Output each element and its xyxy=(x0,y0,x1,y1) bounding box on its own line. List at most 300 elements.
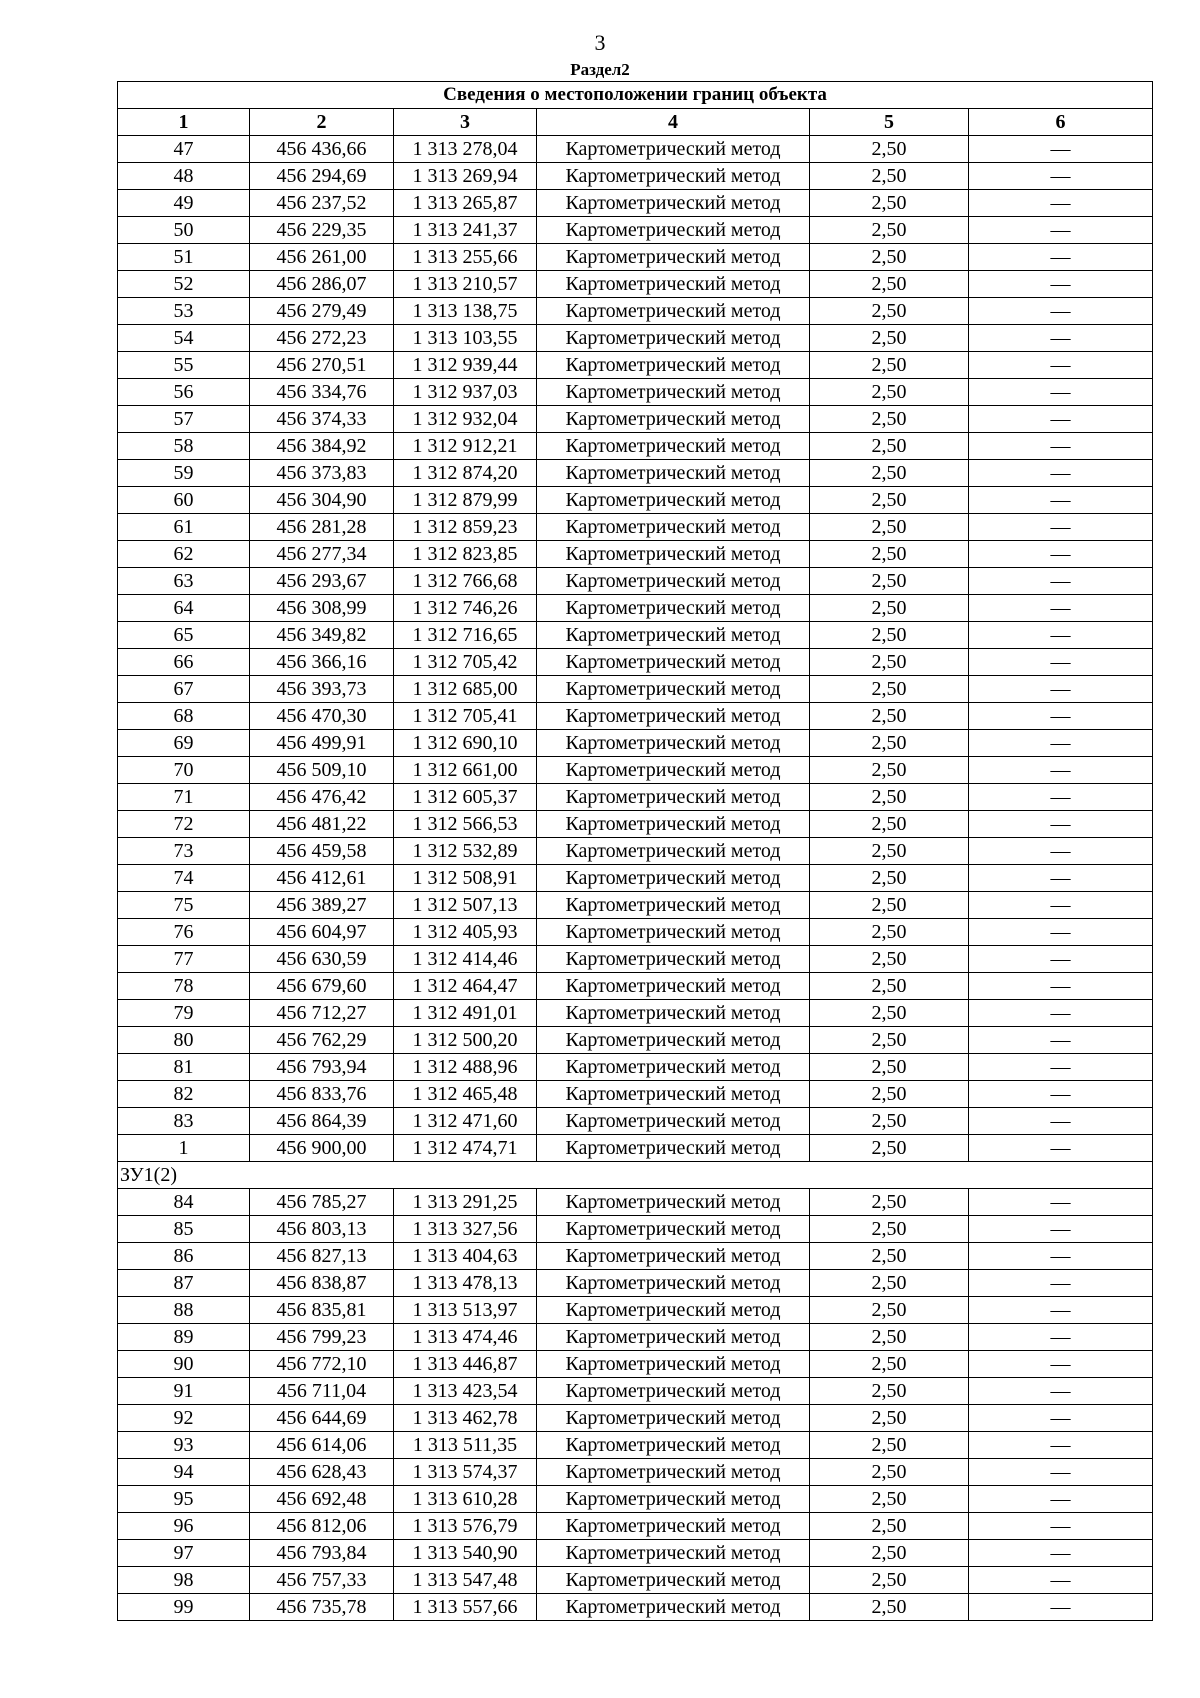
method-cell: Картометрический метод xyxy=(537,1216,810,1243)
x-coordinate-cell: 456 304,90 xyxy=(250,487,394,514)
description-cell: — xyxy=(969,1000,1153,1027)
accuracy-cell: 2,50 xyxy=(810,1540,969,1567)
x-coordinate-cell: 456 349,82 xyxy=(250,622,394,649)
point-number-cell: 55 xyxy=(118,352,250,379)
description-cell: — xyxy=(969,1189,1153,1216)
column-number: 5 xyxy=(810,109,969,136)
method-cell: Картометрический метод xyxy=(537,1108,810,1135)
point-number-cell: 50 xyxy=(118,217,250,244)
method-cell: Картометрический метод xyxy=(537,271,810,298)
x-coordinate-cell: 456 499,91 xyxy=(250,730,394,757)
table-row xyxy=(118,1054,1153,1081)
table-row xyxy=(118,676,1153,703)
description-cell: — xyxy=(969,1081,1153,1108)
description-cell: — xyxy=(969,892,1153,919)
accuracy-cell: 2,50 xyxy=(810,568,969,595)
y-coordinate-cell: 1 312 912,21 xyxy=(394,433,537,460)
y-coordinate-cell: 1 312 474,71 xyxy=(394,1135,537,1162)
method-cell: Картометрический метод xyxy=(537,406,810,433)
description-cell: — xyxy=(969,190,1153,217)
accuracy-cell: 2,50 xyxy=(810,1432,969,1459)
table-body xyxy=(118,82,1153,1621)
description-cell: — xyxy=(969,838,1153,865)
method-cell: Картометрический метод xyxy=(537,1135,810,1162)
method-cell: Картометрический метод xyxy=(537,1594,810,1621)
point-number-cell: 87 xyxy=(118,1270,250,1297)
accuracy-cell: 2,50 xyxy=(810,1027,969,1054)
x-coordinate-cell: 456 762,29 xyxy=(250,1027,394,1054)
x-coordinate-cell: 456 692,48 xyxy=(250,1486,394,1513)
y-coordinate-cell: 1 312 705,42 xyxy=(394,649,537,676)
description-cell: — xyxy=(969,217,1153,244)
description-cell: — xyxy=(969,649,1153,676)
table-row xyxy=(118,622,1153,649)
method-cell: Картометрический метод xyxy=(537,595,810,622)
method-cell: Картометрический метод xyxy=(537,1270,810,1297)
method-cell: Картометрический метод xyxy=(537,1486,810,1513)
table-row xyxy=(118,514,1153,541)
point-number-cell: 70 xyxy=(118,757,250,784)
table-row xyxy=(118,1108,1153,1135)
accuracy-cell: 2,50 xyxy=(810,1513,969,1540)
table-row xyxy=(118,1540,1153,1567)
x-coordinate-cell: 456 711,04 xyxy=(250,1378,394,1405)
x-coordinate-cell: 456 604,97 xyxy=(250,919,394,946)
x-coordinate-cell: 456 509,10 xyxy=(250,757,394,784)
y-coordinate-cell: 1 312 939,44 xyxy=(394,352,537,379)
y-coordinate-cell: 1 313 610,28 xyxy=(394,1486,537,1513)
description-cell: — xyxy=(969,1297,1153,1324)
y-coordinate-cell: 1 313 103,55 xyxy=(394,325,537,352)
accuracy-cell: 2,50 xyxy=(810,1324,969,1351)
x-coordinate-cell: 456 459,58 xyxy=(250,838,394,865)
accuracy-cell: 2,50 xyxy=(810,676,969,703)
accuracy-cell: 2,50 xyxy=(810,460,969,487)
y-coordinate-cell: 1 313 241,37 xyxy=(394,217,537,244)
table-row xyxy=(118,1000,1153,1027)
table-row xyxy=(118,190,1153,217)
y-coordinate-cell: 1 313 513,97 xyxy=(394,1297,537,1324)
table-row xyxy=(118,1513,1153,1540)
column-number: 1 xyxy=(118,109,250,136)
description-cell: — xyxy=(969,1054,1153,1081)
method-cell: Картометрический метод xyxy=(537,919,810,946)
column-number: 4 xyxy=(537,109,810,136)
accuracy-cell: 2,50 xyxy=(810,541,969,568)
table-row xyxy=(118,1324,1153,1351)
method-cell: Картометрический метод xyxy=(537,892,810,919)
y-coordinate-cell: 1 313 576,79 xyxy=(394,1513,537,1540)
description-cell: — xyxy=(969,1135,1153,1162)
method-cell: Картометрический метод xyxy=(537,1189,810,1216)
description-cell: — xyxy=(969,379,1153,406)
point-number-cell: 77 xyxy=(118,946,250,973)
description-cell: — xyxy=(969,1594,1153,1621)
description-cell: — xyxy=(969,946,1153,973)
y-coordinate-cell: 1 313 269,94 xyxy=(394,163,537,190)
y-coordinate-cell: 1 312 716,65 xyxy=(394,622,537,649)
accuracy-cell: 2,50 xyxy=(810,946,969,973)
y-coordinate-cell: 1 312 414,46 xyxy=(394,946,537,973)
method-cell: Картометрический метод xyxy=(537,1459,810,1486)
point-number-cell: 93 xyxy=(118,1432,250,1459)
table-row xyxy=(118,595,1153,622)
method-cell: Картометрический метод xyxy=(537,514,810,541)
table-row xyxy=(118,1351,1153,1378)
x-coordinate-cell: 456 229,35 xyxy=(250,217,394,244)
x-coordinate-cell: 456 812,06 xyxy=(250,1513,394,1540)
page-number: 3 xyxy=(594,30,606,55)
method-cell: Картометрический метод xyxy=(537,433,810,460)
y-coordinate-cell: 1 312 488,96 xyxy=(394,1054,537,1081)
accuracy-cell: 2,50 xyxy=(810,1108,969,1135)
table-row xyxy=(118,568,1153,595)
method-cell: Картометрический метод xyxy=(537,703,810,730)
point-number-cell: 1 xyxy=(118,1135,250,1162)
x-coordinate-cell: 456 261,00 xyxy=(250,244,394,271)
accuracy-cell: 2,50 xyxy=(810,1000,969,1027)
point-number-cell: 68 xyxy=(118,703,250,730)
x-coordinate-cell: 456 757,33 xyxy=(250,1567,394,1594)
y-coordinate-cell: 1 313 462,78 xyxy=(394,1405,537,1432)
method-cell: Картометрический метод xyxy=(537,136,810,163)
point-number-cell: 78 xyxy=(118,973,250,1000)
method-cell: Картометрический метод xyxy=(537,244,810,271)
description-cell: — xyxy=(969,1324,1153,1351)
accuracy-cell: 2,50 xyxy=(810,1486,969,1513)
table-row xyxy=(118,784,1153,811)
table-row xyxy=(118,487,1153,514)
point-number-cell: 63 xyxy=(118,568,250,595)
y-coordinate-cell: 1 312 879,99 xyxy=(394,487,537,514)
accuracy-cell: 2,50 xyxy=(810,1297,969,1324)
description-cell: — xyxy=(969,325,1153,352)
column-number: 3 xyxy=(394,109,537,136)
accuracy-cell: 2,50 xyxy=(810,784,969,811)
point-number-cell: 86 xyxy=(118,1243,250,1270)
point-number-cell: 94 xyxy=(118,1459,250,1486)
x-coordinate-cell: 456 294,69 xyxy=(250,163,394,190)
table-row xyxy=(118,1297,1153,1324)
accuracy-cell: 2,50 xyxy=(810,811,969,838)
method-cell: Картометрический метод xyxy=(537,622,810,649)
accuracy-cell: 2,50 xyxy=(810,1189,969,1216)
accuracy-cell: 2,50 xyxy=(810,892,969,919)
x-coordinate-cell: 456 835,81 xyxy=(250,1297,394,1324)
table-row xyxy=(118,865,1153,892)
point-number-cell: 49 xyxy=(118,190,250,217)
table-row xyxy=(118,1270,1153,1297)
accuracy-cell: 2,50 xyxy=(810,838,969,865)
point-number-cell: 62 xyxy=(118,541,250,568)
column-numbers-row xyxy=(118,109,1153,136)
x-coordinate-cell: 456 384,92 xyxy=(250,433,394,460)
accuracy-cell: 2,50 xyxy=(810,1459,969,1486)
accuracy-cell: 2,50 xyxy=(810,271,969,298)
method-cell: Картометрический метод xyxy=(537,568,810,595)
method-cell: Картометрический метод xyxy=(537,649,810,676)
y-coordinate-cell: 1 313 574,37 xyxy=(394,1459,537,1486)
y-coordinate-cell: 1 312 705,41 xyxy=(394,703,537,730)
description-cell: — xyxy=(969,1567,1153,1594)
accuracy-cell: 2,50 xyxy=(810,1378,969,1405)
method-cell: Картометрический метод xyxy=(537,1432,810,1459)
accuracy-cell: 2,50 xyxy=(810,703,969,730)
table-row xyxy=(118,1594,1153,1621)
method-cell: Картометрический метод xyxy=(537,163,810,190)
table-row xyxy=(118,541,1153,568)
method-cell: Картометрический метод xyxy=(537,730,810,757)
description-cell: — xyxy=(969,784,1153,811)
description-cell: — xyxy=(969,541,1153,568)
point-number-cell: 79 xyxy=(118,1000,250,1027)
description-cell: — xyxy=(969,1378,1153,1405)
accuracy-cell: 2,50 xyxy=(810,163,969,190)
y-coordinate-cell: 1 312 465,48 xyxy=(394,1081,537,1108)
description-cell: — xyxy=(969,406,1153,433)
method-cell: Картометрический метод xyxy=(537,676,810,703)
table-row xyxy=(118,811,1153,838)
method-cell: Картометрический метод xyxy=(537,973,810,1000)
table-row xyxy=(118,1405,1153,1432)
y-coordinate-cell: 1 312 532,89 xyxy=(394,838,537,865)
description-cell: — xyxy=(969,433,1153,460)
y-coordinate-cell: 1 312 823,85 xyxy=(394,541,537,568)
accuracy-cell: 2,50 xyxy=(810,757,969,784)
point-number-cell: 80 xyxy=(118,1027,250,1054)
description-cell: — xyxy=(969,1459,1153,1486)
x-coordinate-cell: 456 712,27 xyxy=(250,1000,394,1027)
x-coordinate-cell: 456 373,83 xyxy=(250,460,394,487)
y-coordinate-cell: 1 312 471,60 xyxy=(394,1108,537,1135)
method-cell: Картометрический метод xyxy=(537,1324,810,1351)
method-cell: Картометрический метод xyxy=(537,379,810,406)
accuracy-cell: 2,50 xyxy=(810,190,969,217)
method-cell: Картометрический метод xyxy=(537,1000,810,1027)
description-cell: — xyxy=(969,298,1153,325)
method-cell: Картометрический метод xyxy=(537,352,810,379)
method-cell: Картометрический метод xyxy=(537,487,810,514)
point-number-cell: 92 xyxy=(118,1405,250,1432)
description-cell: — xyxy=(969,1270,1153,1297)
accuracy-cell: 2,50 xyxy=(810,298,969,325)
table-row xyxy=(118,325,1153,352)
description-cell: — xyxy=(969,514,1153,541)
y-coordinate-cell: 1 312 766,68 xyxy=(394,568,537,595)
description-cell: — xyxy=(969,1216,1153,1243)
accuracy-cell: 2,50 xyxy=(810,1243,969,1270)
point-number-cell: 67 xyxy=(118,676,250,703)
y-coordinate-cell: 1 313 255,66 xyxy=(394,244,537,271)
table-row xyxy=(118,1081,1153,1108)
table-row xyxy=(118,703,1153,730)
description-cell: — xyxy=(969,595,1153,622)
table-row xyxy=(118,271,1153,298)
method-cell: Картометрический метод xyxy=(537,1297,810,1324)
point-number-cell: 48 xyxy=(118,163,250,190)
point-number-cell: 64 xyxy=(118,595,250,622)
point-number-cell: 74 xyxy=(118,865,250,892)
y-coordinate-cell: 1 312 685,00 xyxy=(394,676,537,703)
x-coordinate-cell: 456 630,59 xyxy=(250,946,394,973)
method-cell: Картометрический метод xyxy=(537,298,810,325)
group-header-row xyxy=(118,1162,1153,1189)
table-row xyxy=(118,1216,1153,1243)
description-cell: — xyxy=(969,271,1153,298)
accuracy-cell: 2,50 xyxy=(810,649,969,676)
point-number-cell: 82 xyxy=(118,1081,250,1108)
description-cell: — xyxy=(969,1432,1153,1459)
table-row xyxy=(118,1027,1153,1054)
accuracy-cell: 2,50 xyxy=(810,595,969,622)
x-coordinate-cell: 456 286,07 xyxy=(250,271,394,298)
point-number-cell: 56 xyxy=(118,379,250,406)
description-cell: — xyxy=(969,352,1153,379)
point-number-cell: 61 xyxy=(118,514,250,541)
x-coordinate-cell: 456 864,39 xyxy=(250,1108,394,1135)
y-coordinate-cell: 1 312 507,13 xyxy=(394,892,537,919)
column-number: 2 xyxy=(250,109,394,136)
table-row xyxy=(118,730,1153,757)
x-coordinate-cell: 456 644,69 xyxy=(250,1405,394,1432)
table-row xyxy=(118,1459,1153,1486)
accuracy-cell: 2,50 xyxy=(810,433,969,460)
x-coordinate-cell: 456 393,73 xyxy=(250,676,394,703)
y-coordinate-cell: 1 312 464,47 xyxy=(394,973,537,1000)
y-coordinate-cell: 1 313 557,66 xyxy=(394,1594,537,1621)
accuracy-cell: 2,50 xyxy=(810,730,969,757)
accuracy-cell: 2,50 xyxy=(810,352,969,379)
table-row xyxy=(118,217,1153,244)
x-coordinate-cell: 456 366,16 xyxy=(250,649,394,676)
method-cell: Картометрический метод xyxy=(537,1378,810,1405)
accuracy-cell: 2,50 xyxy=(810,379,969,406)
point-number-cell: 81 xyxy=(118,1054,250,1081)
y-coordinate-cell: 1 312 932,04 xyxy=(394,406,537,433)
x-coordinate-cell: 456 334,76 xyxy=(250,379,394,406)
method-cell: Картометрический метод xyxy=(537,865,810,892)
description-cell: — xyxy=(969,1027,1153,1054)
x-coordinate-cell: 456 614,06 xyxy=(250,1432,394,1459)
y-coordinate-cell: 1 312 405,93 xyxy=(394,919,537,946)
point-number-cell: 99 xyxy=(118,1594,250,1621)
accuracy-cell: 2,50 xyxy=(810,514,969,541)
y-coordinate-cell: 1 312 605,37 xyxy=(394,784,537,811)
point-number-cell: 60 xyxy=(118,487,250,514)
accuracy-cell: 2,50 xyxy=(810,1567,969,1594)
x-coordinate-cell: 456 803,13 xyxy=(250,1216,394,1243)
y-coordinate-cell: 1 312 491,01 xyxy=(394,1000,537,1027)
method-cell: Картометрический метод xyxy=(537,1243,810,1270)
description-cell: — xyxy=(969,487,1153,514)
y-coordinate-cell: 1 312 661,00 xyxy=(394,757,537,784)
table-row xyxy=(118,649,1153,676)
method-cell: Картометрический метод xyxy=(537,1351,810,1378)
point-number-cell: 76 xyxy=(118,919,250,946)
x-coordinate-cell: 456 237,52 xyxy=(250,190,394,217)
table-row xyxy=(118,757,1153,784)
method-cell: Картометрический метод xyxy=(537,1405,810,1432)
table-row xyxy=(118,163,1153,190)
x-coordinate-cell: 456 270,51 xyxy=(250,352,394,379)
point-number-cell: 51 xyxy=(118,244,250,271)
table-row xyxy=(118,352,1153,379)
y-coordinate-cell: 1 313 423,54 xyxy=(394,1378,537,1405)
accuracy-cell: 2,50 xyxy=(810,406,969,433)
description-cell: — xyxy=(969,460,1153,487)
point-number-cell: 88 xyxy=(118,1297,250,1324)
y-coordinate-cell: 1 313 478,13 xyxy=(394,1270,537,1297)
x-coordinate-cell: 456 374,33 xyxy=(250,406,394,433)
table-row xyxy=(118,973,1153,1000)
point-number-cell: 53 xyxy=(118,298,250,325)
table-row xyxy=(118,892,1153,919)
description-cell: — xyxy=(969,676,1153,703)
description-cell: — xyxy=(969,865,1153,892)
point-number-cell: 97 xyxy=(118,1540,250,1567)
method-cell: Картометрический метод xyxy=(537,1567,810,1594)
method-cell: Картометрический метод xyxy=(537,1081,810,1108)
table-row xyxy=(118,1432,1153,1459)
y-coordinate-cell: 1 313 446,87 xyxy=(394,1351,537,1378)
accuracy-cell: 2,50 xyxy=(810,1135,969,1162)
description-cell: — xyxy=(969,163,1153,190)
x-coordinate-cell: 456 628,43 xyxy=(250,1459,394,1486)
table-row xyxy=(118,919,1153,946)
point-number-cell: 75 xyxy=(118,892,250,919)
description-cell: — xyxy=(969,136,1153,163)
point-number-cell: 83 xyxy=(118,1108,250,1135)
x-coordinate-cell: 456 476,42 xyxy=(250,784,394,811)
y-coordinate-cell: 1 313 474,46 xyxy=(394,1324,537,1351)
x-coordinate-cell: 456 293,67 xyxy=(250,568,394,595)
method-cell: Картометрический метод xyxy=(537,1513,810,1540)
accuracy-cell: 2,50 xyxy=(810,487,969,514)
y-coordinate-cell: 1 312 937,03 xyxy=(394,379,537,406)
table-row xyxy=(118,406,1153,433)
table-row xyxy=(118,298,1153,325)
y-coordinate-cell: 1 313 404,63 xyxy=(394,1243,537,1270)
method-cell: Картометрический метод xyxy=(537,460,810,487)
x-coordinate-cell: 456 436,66 xyxy=(250,136,394,163)
accuracy-cell: 2,50 xyxy=(810,865,969,892)
y-coordinate-cell: 1 312 500,20 xyxy=(394,1027,537,1054)
table-row xyxy=(118,1189,1153,1216)
x-coordinate-cell: 456 281,28 xyxy=(250,514,394,541)
accuracy-cell: 2,50 xyxy=(810,1216,969,1243)
point-number-cell: 72 xyxy=(118,811,250,838)
method-cell: Картометрический метод xyxy=(537,325,810,352)
description-cell: — xyxy=(969,703,1153,730)
accuracy-cell: 2,50 xyxy=(810,217,969,244)
point-number-cell: 52 xyxy=(118,271,250,298)
point-number-cell: 90 xyxy=(118,1351,250,1378)
x-coordinate-cell: 456 833,76 xyxy=(250,1081,394,1108)
point-number-cell: 66 xyxy=(118,649,250,676)
method-cell: Картометрический метод xyxy=(537,838,810,865)
x-coordinate-cell: 456 900,00 xyxy=(250,1135,394,1162)
table-row xyxy=(118,1378,1153,1405)
y-coordinate-cell: 1 312 874,20 xyxy=(394,460,537,487)
y-coordinate-cell: 1 313 547,48 xyxy=(394,1567,537,1594)
accuracy-cell: 2,50 xyxy=(810,244,969,271)
description-cell: — xyxy=(969,811,1153,838)
method-cell: Картометрический метод xyxy=(537,946,810,973)
column-number: 6 xyxy=(969,109,1153,136)
point-number-cell: 71 xyxy=(118,784,250,811)
x-coordinate-cell: 456 735,78 xyxy=(250,1594,394,1621)
y-coordinate-cell: 1 313 291,25 xyxy=(394,1189,537,1216)
